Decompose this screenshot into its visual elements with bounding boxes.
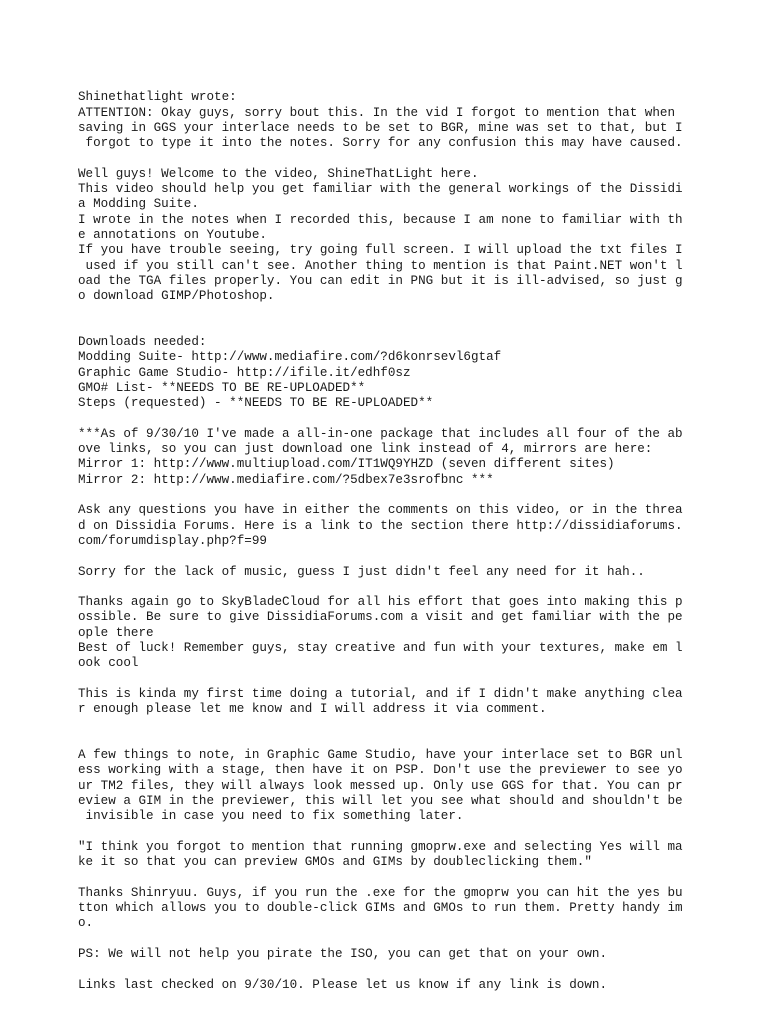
text-line: This video should help you get familiar with the general workings of the Dissidi	[78, 182, 683, 197]
text-line: o.	[78, 916, 94, 931]
text-line	[78, 151, 698, 166]
text-line: Ask any questions you have in either the comments on this video, or in the threa	[78, 503, 683, 518]
text-line: Thanks Shinryuu. Guys, if you run the .exe for the gmoprw you can hit the yes bu	[78, 885, 683, 900]
text-line: ***As of 9/30/10 I've made a all-in-one package that includes all four of the ab	[78, 426, 683, 441]
text-line: Thanks again go to SkyBladeCloud for all his effort that goes into making this p	[78, 595, 683, 610]
text-line	[78, 825, 698, 840]
text-line: Downloads needed:	[78, 335, 207, 350]
text-line: r enough please let me know and I will address it via comment.	[78, 702, 547, 717]
text-line: com/forumdisplay.php?f=99	[78, 533, 267, 548]
text-line: Mirror 1: http://www.multiupload.com/IT1WQ9YHZD (seven different sites)	[78, 457, 615, 472]
text-line: o download GIMP/Photoshop.	[78, 289, 275, 304]
text-line: "I think you forgot to mention that running gmoprw.exe and selecting Yes will ma	[78, 839, 683, 854]
text-line: ople there	[78, 625, 154, 640]
text-line: Graphic Game Studio- http://ifile.it/edhf0sz	[78, 365, 411, 380]
text-line: Sorry for the lack of music, guess I just didn't feel any need for it hah..	[78, 564, 645, 579]
text-line: A few things to note, in Graphic Game Studio, have your interlace set to BGR unl	[78, 748, 683, 763]
text-line: ook cool	[78, 656, 139, 671]
text-line: ke it so that you can preview GMOs and GIMs by doubleclicking them."	[78, 855, 592, 870]
text-line: a Modding Suite.	[78, 197, 199, 212]
text-line: GMO# List- **NEEDS TO BE RE-UPLOADED**	[78, 380, 366, 395]
text-line: Well guys! Welcome to the video, ShineThatLight here.	[78, 166, 479, 181]
text-line: Steps (requested) - **NEEDS TO BE RE-UPLOADED**	[78, 396, 434, 411]
text-line: saving in GGS your interlace needs to be set to BGR, mine was set to that, but I	[78, 120, 683, 135]
text-line	[78, 304, 698, 319]
text-line: This is kinda my first time doing a tutorial, and if I didn't make anything clea	[78, 686, 683, 701]
text-line	[78, 870, 698, 885]
text-line: Best of luck! Remember guys, stay creative and fun with your textures, make em l	[78, 640, 683, 655]
text-line: Modding Suite- http://www.mediafire.com/?d6konrsevl6gtaf	[78, 350, 502, 365]
text-line	[78, 488, 698, 503]
text-line	[78, 320, 698, 335]
text-line	[78, 75, 698, 90]
text-line: oad the TGA files properly. You can edit in PNG but it is ill-advised, so just g	[78, 273, 683, 288]
text-line	[78, 412, 698, 427]
text-line	[78, 717, 698, 732]
text-line: ess working with a stage, then have it on PSP. Don't use the previewer to see yo	[78, 763, 683, 778]
text-line: ur TM2 files, they will always look messed up. Only use GGS for that. You can pr	[78, 778, 683, 793]
text-line	[78, 932, 698, 947]
text-line	[78, 733, 698, 748]
text-line: If you have trouble seeing, try going full screen. I will upload the txt files I	[78, 243, 683, 258]
text-line: e annotations on Youtube.	[78, 227, 267, 242]
text-line: Mirror 2: http://www.mediafire.com/?5dbex7e3srofbnc ***	[78, 472, 494, 487]
text-line: forgot to type it into the notes. Sorry for any confusion this may have caused.	[78, 136, 683, 151]
document-page	[78, 75, 698, 993]
text-line: tton which allows you to double-click GIMs and GMOs to run them. Pretty handy im	[78, 901, 683, 916]
text-line: ove links, so you can just download one link instead of 4, mirrors are here:	[78, 442, 653, 457]
text-line	[78, 672, 698, 687]
text-line	[78, 580, 698, 595]
text-line: Shinethatlight wrote:	[78, 90, 237, 105]
text-line: invisible in case you need to fix something later.	[78, 809, 464, 824]
text-line: Links last checked on 9/30/10. Please let us know if any link is down.	[78, 977, 608, 992]
text-line: ossible. Be sure to give DissidiaForums.com a visit and get familiar with the pe	[78, 610, 683, 625]
text-line	[78, 549, 698, 564]
text-line: d on Dissidia Forums. Here is a link to the section there http://dissidiaforums.	[78, 518, 683, 533]
text-line: I wrote in the notes when I recorded this, because I am none to familiar with th	[78, 212, 683, 227]
text-line: ATTENTION: Okay guys, sorry bout this. In the vid I forgot to mention that when	[78, 105, 676, 120]
text-line: PS: We will not help you pirate the ISO, you can get that on your own.	[78, 946, 608, 961]
text-line: eview a GIM in the previewer, this will let you see what should and shouldn't be	[78, 793, 683, 808]
text-line: used if you still can't see. Another thing to mention is that Paint.NET won't l	[78, 258, 683, 273]
text-line	[78, 962, 698, 977]
